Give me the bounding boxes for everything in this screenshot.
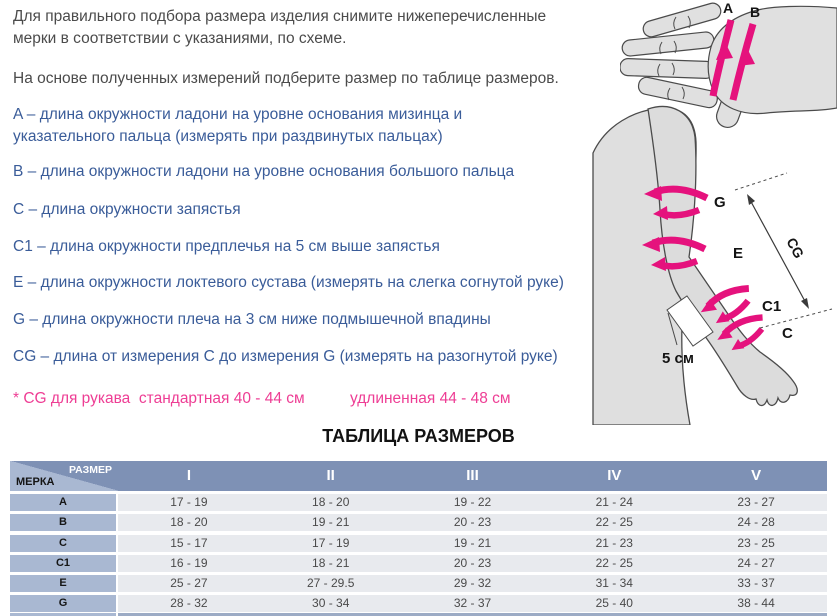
cell: 25 - 27 bbox=[170, 576, 208, 591]
row-label: A bbox=[10, 494, 116, 511]
arm-label-g: G bbox=[714, 194, 726, 211]
note-extended: удлиненная 44 - 48 см bbox=[350, 390, 511, 407]
row-label: B bbox=[10, 514, 116, 531]
finger-ring bbox=[620, 58, 714, 78]
intro-paragraph-2: На основе полученных измерений подберите размер по таблице размеров. bbox=[13, 70, 559, 87]
intro-p1-line2: мерки в соответствии с указаниями, по схеме. bbox=[13, 30, 347, 47]
column-header-2: II bbox=[326, 467, 335, 484]
cell: 18 - 20 bbox=[170, 515, 208, 530]
hand-label-a: A bbox=[723, 0, 734, 16]
cell: 31 - 34 bbox=[595, 576, 633, 591]
size-table-header bbox=[10, 461, 827, 491]
measurement-item-b: B – длина окружности ладони на уровне основания большого пальца bbox=[13, 163, 515, 180]
column-header-4: IV bbox=[607, 467, 622, 484]
corner-label-size: РАЗМЕР bbox=[69, 464, 112, 476]
measurement-item-a bbox=[13, 104, 462, 148]
cell: 19 - 21 bbox=[453, 535, 492, 550]
arm-label-5cm: 5 см bbox=[662, 350, 694, 367]
row-label: C1 bbox=[10, 555, 116, 572]
cell: 20 - 23 bbox=[453, 515, 492, 530]
cell: 33 - 37 bbox=[737, 576, 775, 591]
cell: 30 - 34 bbox=[312, 596, 350, 611]
cell: 18 - 21 bbox=[312, 555, 350, 570]
corner-label-merka: МЕРКА bbox=[16, 476, 55, 488]
hand-label-b: B bbox=[750, 4, 761, 20]
table-row-c bbox=[10, 535, 827, 552]
finger-middle bbox=[621, 31, 714, 57]
measurement-item-g: G – длина окружности плеча на 3 см ниже подмышечной впадины bbox=[13, 311, 491, 328]
cell: 19 - 22 bbox=[453, 495, 492, 509]
cell: 17 - 19 bbox=[312, 535, 350, 550]
cell: 25 - 40 bbox=[595, 596, 633, 611]
arm-measurement-diagram bbox=[590, 95, 837, 425]
column-header-5: V bbox=[751, 467, 762, 484]
measurement-a-line1: A – длина окружности ладони на уровне основания мизинца и bbox=[13, 106, 463, 123]
cell: 22 - 25 bbox=[595, 515, 633, 530]
cell: 21 - 24 bbox=[595, 495, 633, 509]
measurement-a-line2: указательного пальца (измерять при раздвинутых пальцах) bbox=[13, 128, 443, 145]
note-standard: * CG для рукава стандартная 40 - 44 см bbox=[13, 390, 305, 407]
column-header-1: I bbox=[186, 467, 191, 484]
dashed-line-g bbox=[735, 173, 787, 190]
column-header-3: III bbox=[466, 467, 479, 484]
measurement-item-cg: CG – длина от измерения C до измерения G (измерять на разогнутой руке) bbox=[13, 348, 558, 365]
cell: 38 - 44 bbox=[737, 596, 775, 611]
arm-label-c1: C1 bbox=[762, 298, 782, 315]
cell: 21 - 23 bbox=[595, 535, 633, 550]
cell: 27 - 29.5 bbox=[307, 576, 355, 591]
cell: 22 - 25 bbox=[595, 555, 633, 570]
intro-paragraph-1 bbox=[13, 6, 546, 50]
size-columns bbox=[118, 461, 827, 491]
size-table-corner-cell bbox=[10, 461, 118, 491]
arm-label-e: E bbox=[733, 245, 744, 262]
table-row-e bbox=[10, 575, 827, 592]
measurement-item-c1: C1 – длина окружности предплечья на 5 см выше запястья bbox=[13, 238, 440, 255]
cell: 23 - 25 bbox=[737, 535, 775, 550]
table-row-c1 bbox=[10, 555, 827, 572]
arm-label-c: C bbox=[782, 325, 793, 342]
cell: 24 - 28 bbox=[737, 515, 775, 530]
measurement-item-c: C – длина окружности запястья bbox=[13, 201, 241, 218]
row-label: E bbox=[10, 575, 116, 592]
cell: 19 - 21 bbox=[312, 515, 350, 530]
size-table-body bbox=[10, 494, 827, 616]
cell: 23 - 27 bbox=[737, 495, 775, 509]
table-row-b bbox=[10, 514, 827, 531]
cell: 17 - 19 bbox=[170, 495, 208, 509]
cell: 18 - 20 bbox=[312, 495, 350, 509]
row-label: G bbox=[10, 595, 116, 612]
arm-label-cg: CG bbox=[783, 234, 808, 261]
cell: 24 - 27 bbox=[737, 555, 775, 570]
cell: 20 - 23 bbox=[453, 555, 492, 570]
table-row-g bbox=[10, 595, 827, 612]
intro-p1-line1: Для правильного подбора размера изделия снимите нижеперечисленные bbox=[13, 8, 547, 25]
cell: 28 - 32 bbox=[170, 596, 208, 611]
measurement-item-e: E – длина окружности локтевого сустава (измерять на слегка согнутой руке) bbox=[13, 274, 564, 291]
cell: 16 - 19 bbox=[170, 555, 208, 570]
row-label: C bbox=[10, 535, 116, 552]
size-table-title: ТАБЛИЦА РАЗМЕРОВ bbox=[322, 426, 515, 446]
table-row-a bbox=[10, 494, 827, 511]
cell: 15 - 17 bbox=[170, 535, 208, 550]
sleeve-length-note bbox=[13, 390, 588, 410]
cell: 29 - 32 bbox=[453, 576, 492, 591]
cell: 32 - 37 bbox=[453, 596, 492, 611]
